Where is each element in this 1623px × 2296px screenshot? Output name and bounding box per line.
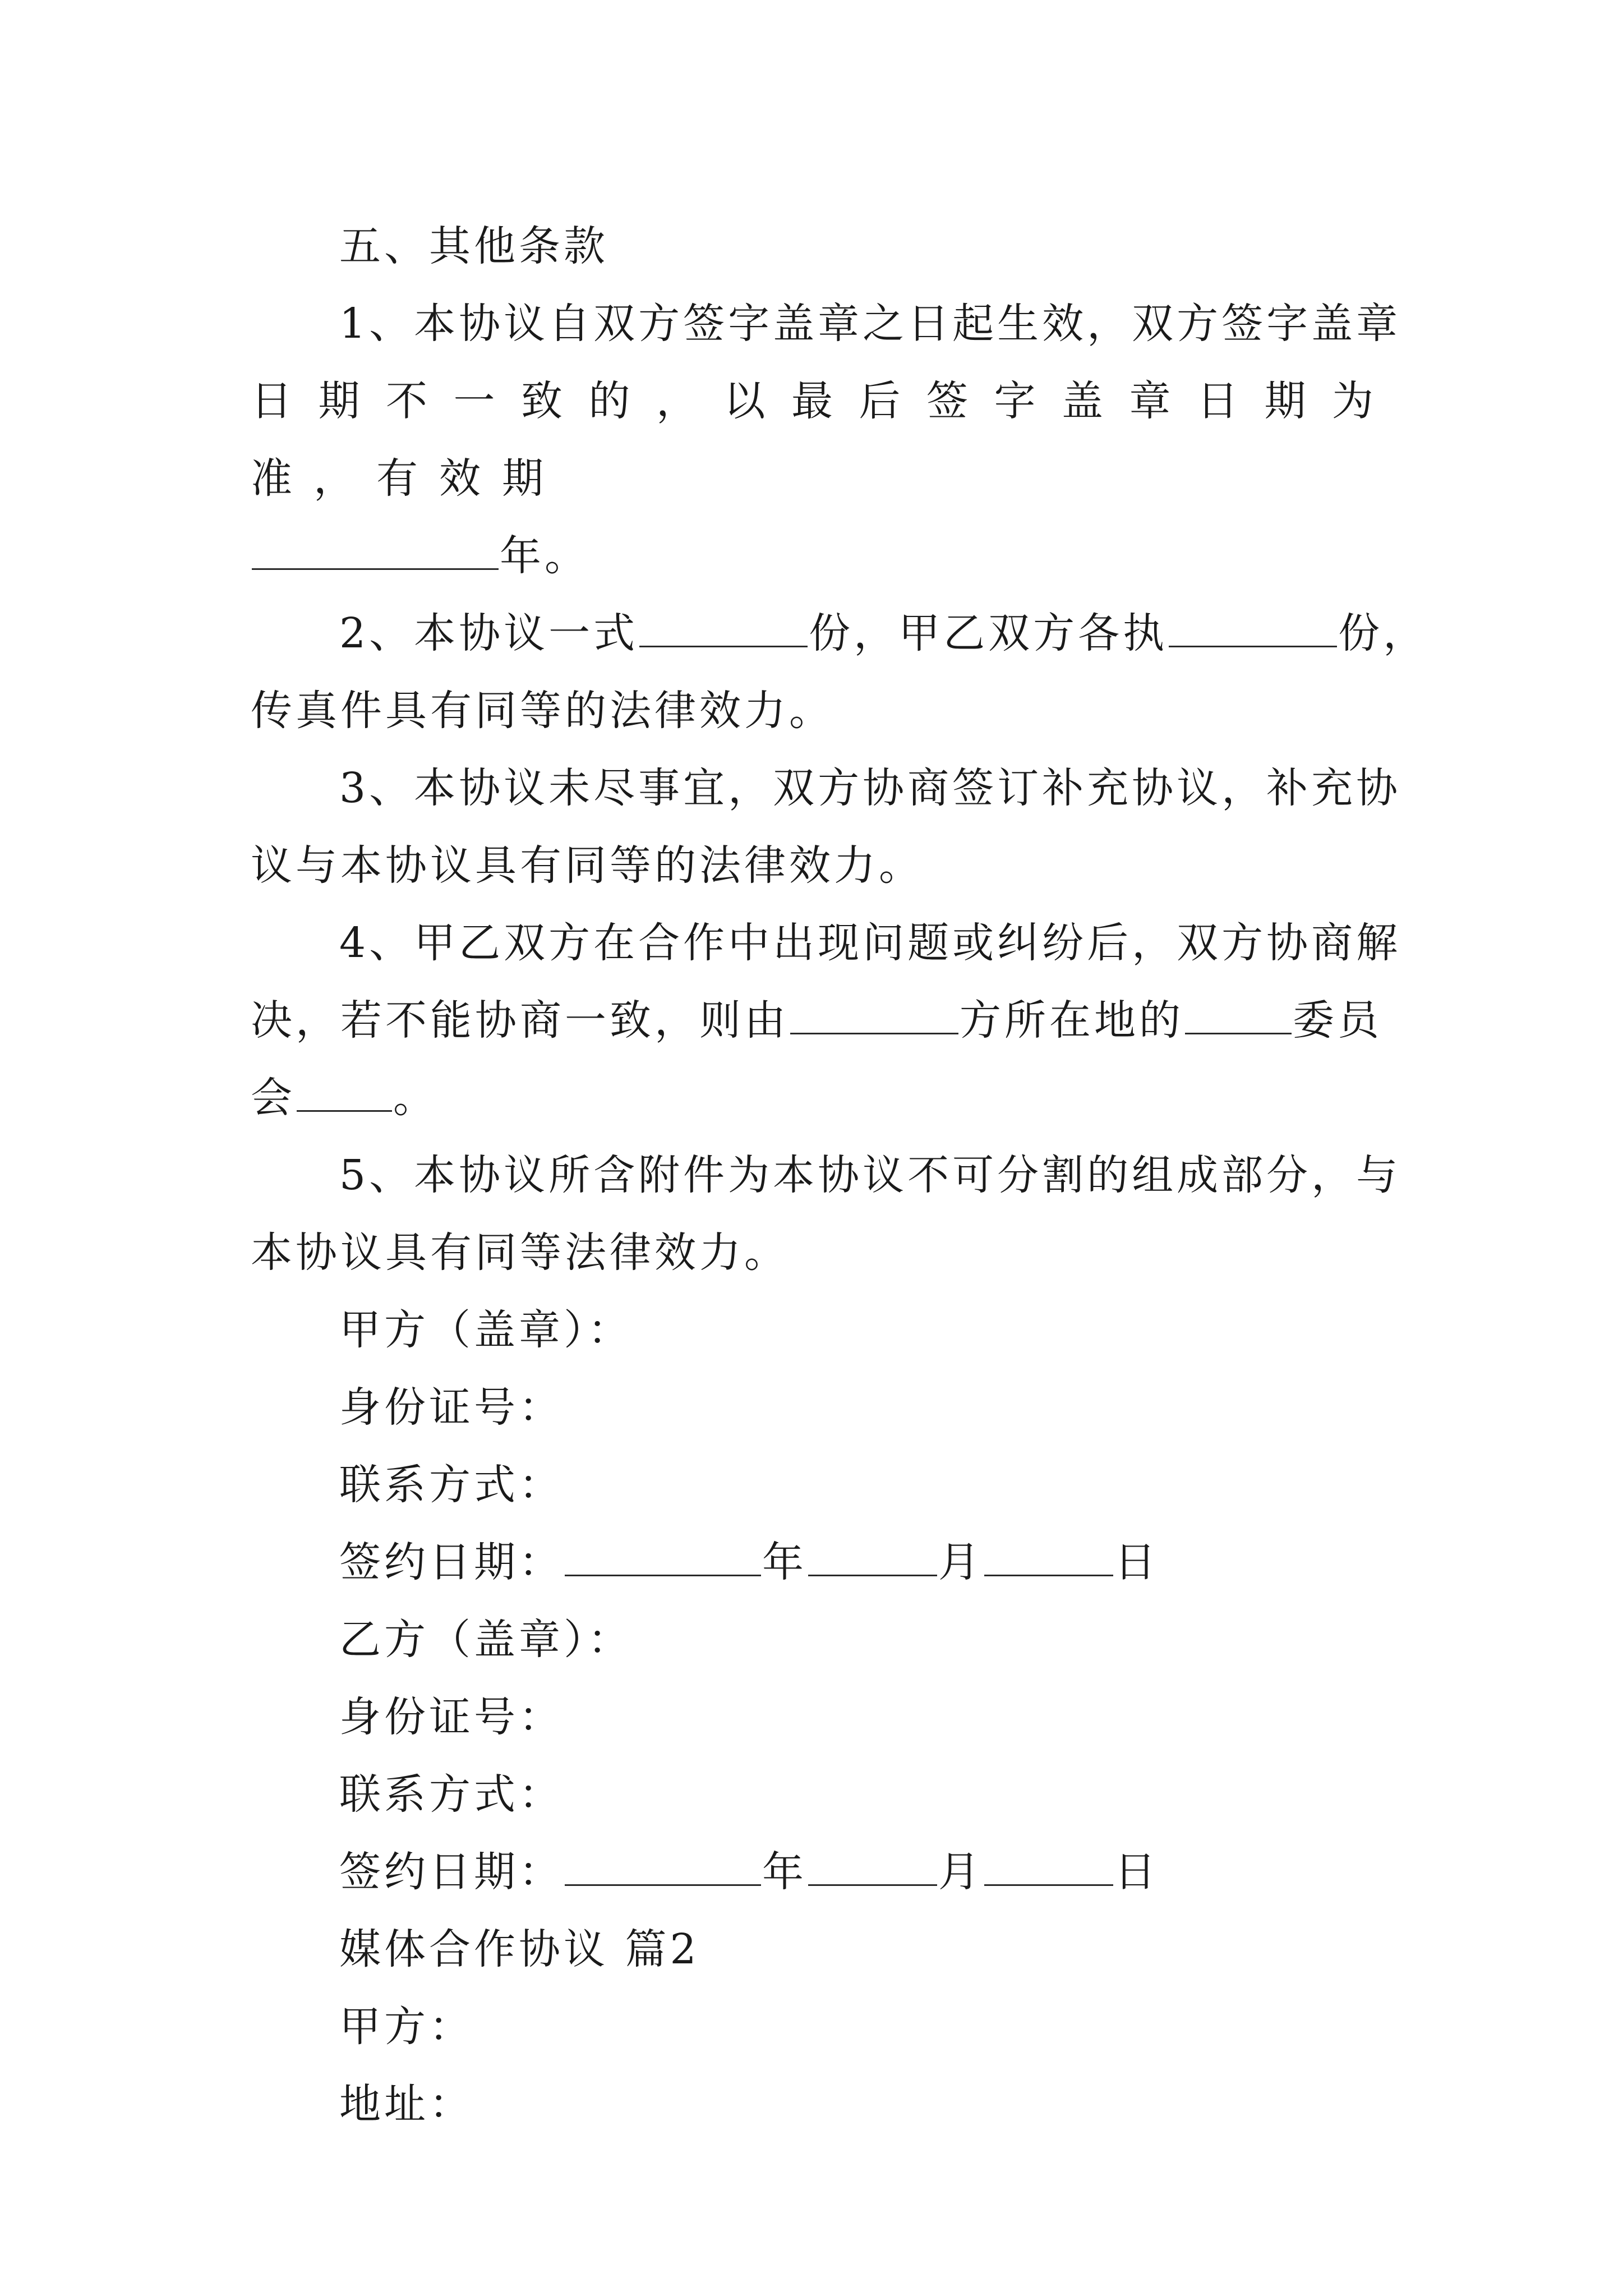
clause-2-part-c: 份，: [1338, 609, 1428, 657]
party-a-contact-label: 联系方式：: [339, 1461, 564, 1509]
next-section-address-label: 地址：: [339, 2080, 474, 2128]
party-a-sign-date: [251, 1524, 1395, 1601]
party-b-id-label: 身份证号：: [339, 1693, 564, 1741]
clause-2-part-b: 份，甲乙双方各执: [809, 609, 1168, 657]
clause-2-part-a: 2、本协议一式: [339, 609, 639, 657]
party-b-year-label: 年: [762, 1848, 807, 1896]
copies-each-blank: [1169, 606, 1337, 647]
clause-4-part-a: 决，若不能协商一致，则由: [251, 996, 789, 1045]
clause-3-line-2: 议与本协议具有同等的法律效力。: [251, 841, 924, 890]
party-a-date-label: 签约日期：: [339, 1538, 564, 1586]
party-a-day-blank: [984, 1535, 1113, 1576]
party-b-contact-label: 联系方式：: [339, 1770, 564, 1819]
party-a-year-label: 年: [762, 1538, 807, 1586]
section-heading: 五、其他条款: [339, 222, 608, 270]
clause-4-part-d: 会: [251, 1074, 296, 1122]
next-section-title: 媒体合作协议 篇2: [339, 1925, 700, 1973]
party-b-day-label: 日: [1114, 1848, 1159, 1896]
validity-years-blank: [252, 529, 499, 570]
party-b-date-label: 签约日期：: [339, 1848, 564, 1896]
clause-1-line-2: 日期不一致的，以最后签字盖章日期为准，有效期: [251, 377, 1395, 503]
clause-5-line-1: 5、本协议所含附件为本协议不可分割的组成部分，与: [339, 1151, 1401, 1199]
copies-total-blank: [639, 606, 808, 647]
party-a-month-blank: [808, 1535, 937, 1576]
clause-4-line-2: [251, 982, 1395, 1059]
party-b-month-blank: [808, 1845, 937, 1886]
party-b-year-blank: [565, 1845, 761, 1886]
party-a-year-blank: [565, 1535, 761, 1576]
next-section-party-label: 甲方：: [339, 2003, 474, 2051]
arbitration-blank: [297, 1071, 392, 1112]
clause-4-part-b: 方所在地的: [960, 996, 1184, 1045]
party-a-month-label: 月: [938, 1538, 983, 1586]
clause-3-line-1: 3、本协议未尽事宜，双方协商签订补充协议，补充协: [339, 764, 1401, 812]
clause-1-line-3: [251, 517, 1395, 595]
document-page: [251, 208, 1428, 2143]
clause-4-part-e: 。: [393, 1074, 438, 1122]
party-b-sign-date: [251, 1833, 1395, 1911]
clause-1-line-1: 1、本协议自双方签字盖章之日起生效，双方签字盖章: [339, 300, 1401, 348]
clause-4-part-c: 委员: [1293, 996, 1382, 1045]
clause-4-line-3: [251, 1059, 1395, 1137]
committee-blank: [1185, 993, 1292, 1034]
party-a-day-label: 日: [1114, 1538, 1159, 1586]
clause-2-line-2: 传真件具有同等的法律效力。: [251, 687, 834, 735]
clause-2-line-1: [251, 595, 1428, 672]
clause-4-line-1: 4、甲乙双方在合作中出现问题或纠纷后，双方协商解: [339, 919, 1401, 967]
clause-5-line-2: 本协议具有同等法律效力。: [251, 1228, 789, 1277]
party-location-blank: [790, 993, 958, 1034]
party-a-id-label: 身份证号：: [339, 1383, 564, 1432]
party-b-day-blank: [984, 1845, 1113, 1886]
party-b-seal-label: 乙方（盖章）：: [339, 1616, 633, 1664]
clause-1-end: 年。: [500, 532, 589, 580]
party-b-month-label: 月: [938, 1848, 983, 1896]
party-a-seal-label: 甲方（盖章）：: [339, 1306, 633, 1354]
